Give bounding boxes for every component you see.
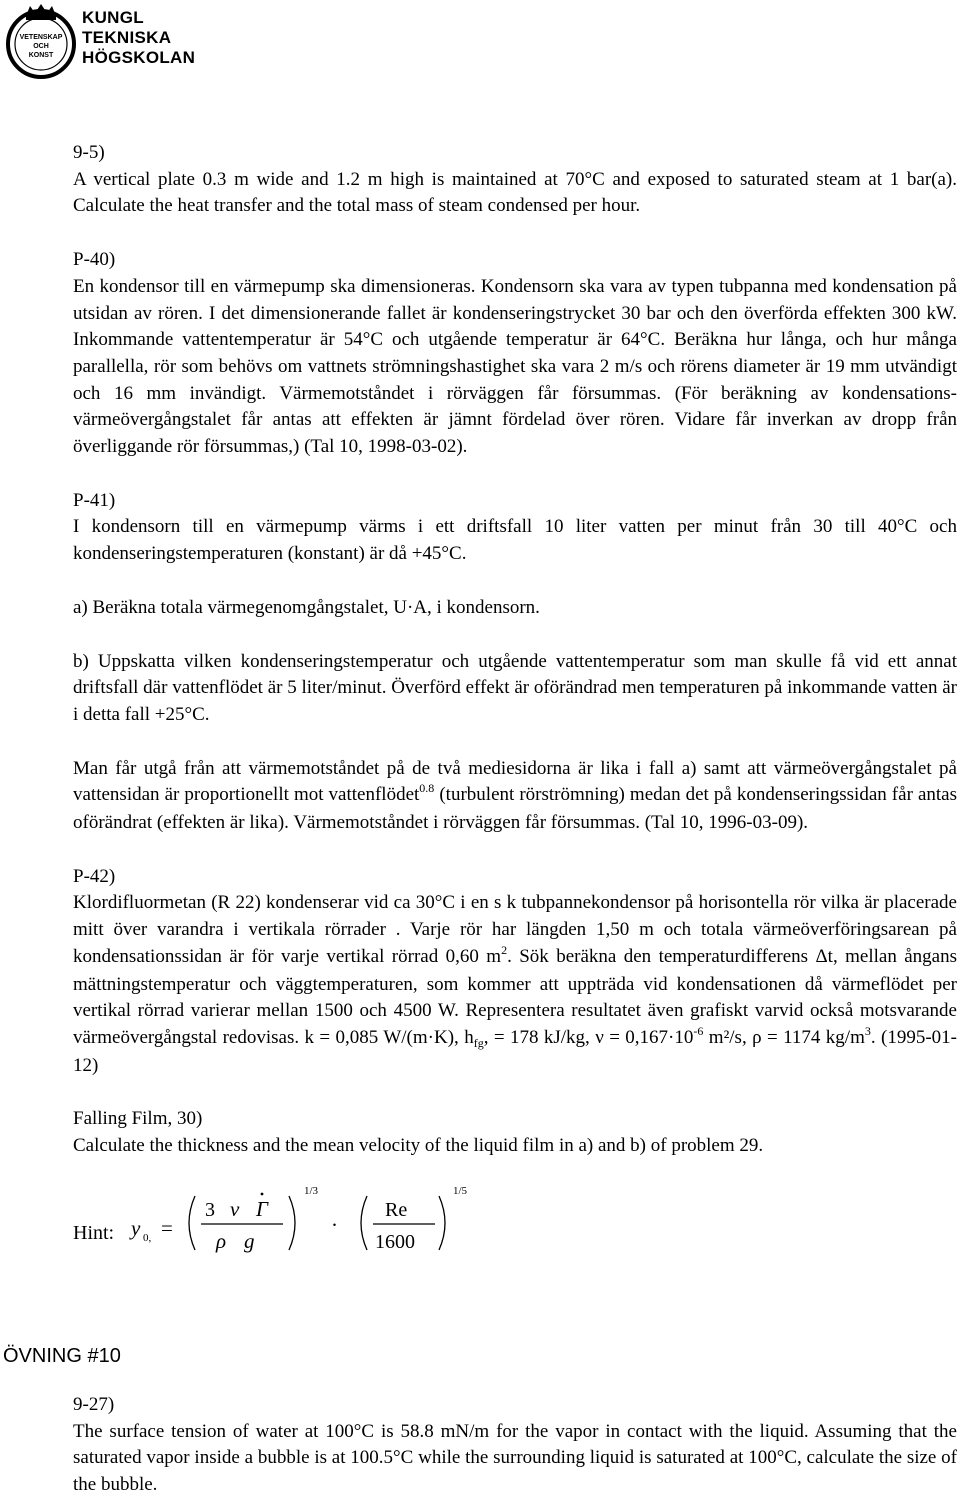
svg-text:Γ: Γ	[256, 1196, 268, 1221]
svg-text:3: 3	[205, 1198, 215, 1221]
problem-9-5-title: 9-5)	[73, 142, 105, 163]
problem-p42-title: P-42)	[73, 865, 116, 887]
problem-9-27-text: The surface tension of water at 100°C is 58.8 mN/m for the vapor in contact with the liquid. Assuming that the saturated vapor inside a bubble is at 100.5°C while the surrounding liquid is saturated at 100°C, calculate the size of the bubble.	[73, 1420, 957, 1496]
falling-film-title: Falling Film, 30)	[73, 1108, 203, 1130]
svg-text:=: =	[161, 1215, 173, 1240]
problem-9-27	[73, 1392, 957, 1499]
svg-text:0,: 0,	[143, 1231, 152, 1244]
svg-text:y: y	[131, 1215, 141, 1240]
problem-p40-title: P-40)	[73, 249, 116, 271]
svg-text:OCH: OCH	[33, 43, 49, 50]
problem-p41-part-b: b) Uppskatta vilken kondenseringstemperatur och utgående vattentemperatur som man skulle få vid ett annat driftsfall där vattenflödet är 5 liter/minut. Överförd effekt är oförändrad men temperaturen på inkommande vatten är i detta fall +25°C.	[73, 650, 957, 725]
svg-text:Re: Re	[385, 1198, 408, 1221]
problem-9-5-text: A vertical plate 0.3 m wide and 1.2 m high is maintained at 70°C and exposed to saturated steam at 1 bar(a). Calculate the heat transfer and the total mass of steam condensed per hour.	[73, 168, 957, 217]
problem-p41-title: P-41)	[73, 489, 116, 511]
problem-p41-part-a: a) Beräkna totala värmegenomgångstalet, U·A, i kondensorn.	[73, 596, 540, 618]
svg-text:1/5: 1/5	[453, 1184, 468, 1197]
svg-text:·: ·	[331, 1212, 338, 1237]
problem-p41-note: Man får utgå från att värmemotståndet på de två mediesidorna är lika i fall a) samt att värmeövergångstalet på vattensidan är proportionellt mot vattenflödet$^{0.8}$ (turbulent rörströmning) medan det på kondenseringssidan får antas oförändrat (effekten är lika). Värmemotståndet i rörväggen får försummas. (Tal 10, 1996-03-09).	[73, 757, 957, 834]
svg-text:ν: ν	[230, 1196, 240, 1221]
svg-text:VETENSKAP: VETENSKAP	[19, 34, 63, 41]
hint-formula	[73, 1180, 957, 1290]
svg-text:1/3: 1/3	[304, 1184, 319, 1197]
problem-p40-text: En kondensor till en värmepump ska dimensioneras. Kondensorn ska vara av typen tubpanna med kondensation på utsidan av rören. I det dimensionerande fallet är kondenseringstrycket 30 bar och den överförda effekten 300 kW. Inkommande vattentemperatur är 54°C och utgående temperatur är 64°C. Beräkna hur långa, och hur många parallella, rör som behövs om vattnets strömningshastighet ska vara 2 m/s och rörens diameter är 19 mm utvändigt och 16 mm invändigt. Värmemotståndet i rörväggen får försummas. (För beräkning av kondensations-värmeövergångstalet får antas att effekten är jämnt fördelad över rören. Vidare får inverkan av dropp från överliggande rör försummas,) (Tal 10, 1998-03-02).	[73, 275, 957, 458]
kth-logo	[0, 0, 200, 82]
svg-text:ρ: ρ	[216, 1228, 227, 1253]
svg-text:KONST: KONST	[28, 52, 54, 59]
problem-p41-intro: I kondensorn till en värmepump värms i ett driftsfall 10 liter vatten per minut från 30 till 40°C och kondenseringstemperaturen (konstant) är då +45°C.	[73, 516, 957, 565]
formula-graphic	[123, 1180, 483, 1290]
hint-label: Hint:	[73, 1221, 115, 1244]
problem-p42-text: Klordifluormetan (R 22) kondenserar vid ca 30°C i en s k tubpannekondensor på horisontella rör vilka är placerade mitt över varandra i vertikala rörrader . Varje rör har längden 1,50 m och totala värmeöverföringsarean på kondensationssidan är för varje vertikal rörrad 0,60 $m^2$. Sök beräkna den temperaturdifferens Δt, mellan ångans mättningstemperatur och väggtemperaturen, som kommer att uppträda vid kondensationen då värmeflödet per vertikal rörrad varierar mellan 1500 och 4500 W. Representera resultatet även grafiskt varvid också motsvarande värmeövergångstal redovisas. k = 0,085 W/(m·K), $h_{fg}$, = 178 kJ/kg, $\nu = 0,167\cdot 10^{-6}$ m²/s, ρ = 1174 $kg/m^3$. (1995-01-12)	[73, 892, 958, 1076]
exercise-heading: ÖVNING #10	[3, 1345, 121, 1367]
problem-9-27-title: 9-27)	[73, 1394, 115, 1415]
falling-film-text: Calculate the thickness and the mean velocity of the liquid film in a) and b) of problem 29.	[73, 1135, 764, 1157]
svg-text:1600: 1600	[375, 1230, 415, 1253]
kth-wordmark: KUNGL TEKNISKA HÖGSKOLAN	[82, 8, 196, 67]
kth-seal-icon	[4, 2, 78, 80]
document-body	[73, 140, 957, 1290]
svg-text:g: g	[244, 1228, 255, 1253]
